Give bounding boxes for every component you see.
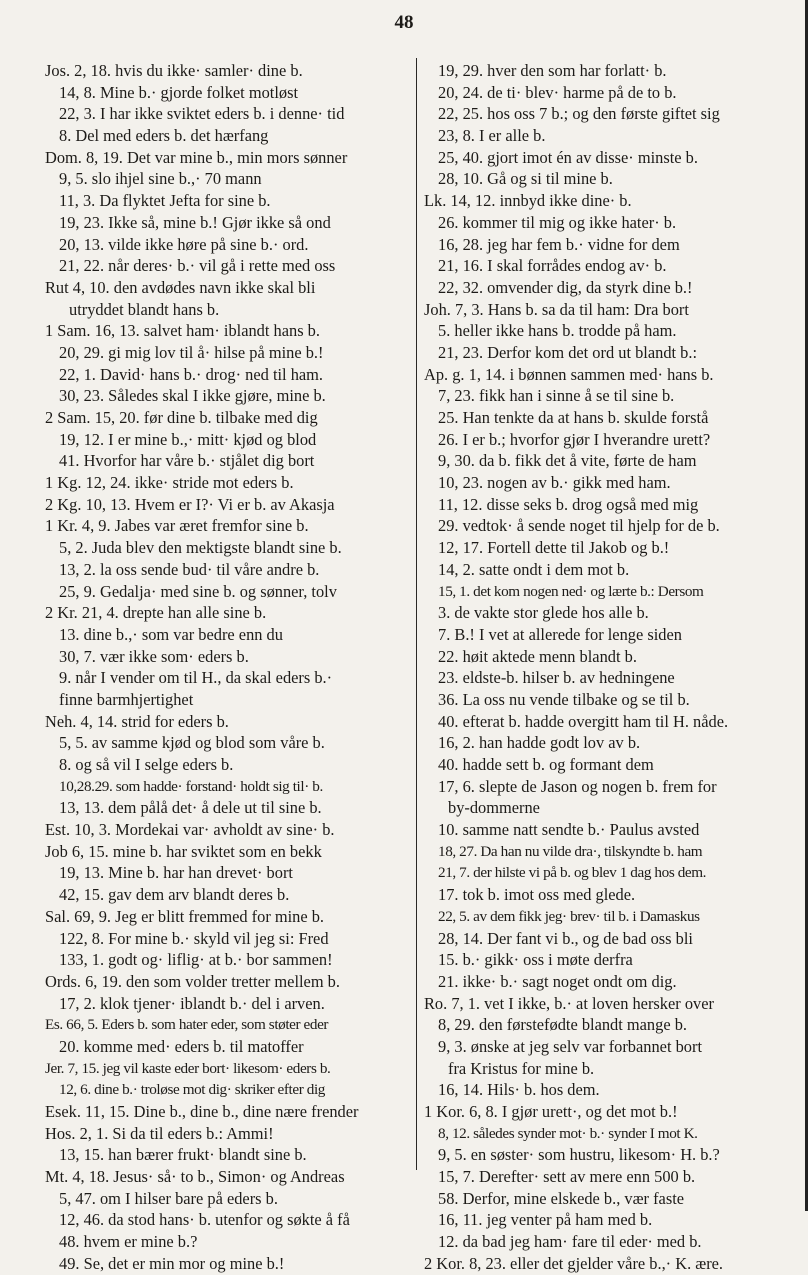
index-entry-line: 40. efterat b. hadde overgitt ham til H. nåde.	[438, 711, 729, 731]
index-entry-line: 133, 1. godt og· liflig· at b.· bor sammen!	[59, 950, 333, 970]
index-entry-line: 16, 2. han hadde godt lov av b.	[438, 733, 641, 753]
index-entry-line: 9, 30. da b. fikk det å vite, førte de ham	[438, 451, 697, 471]
index-entry-line: 30, 7. vær ikke som· eders b.	[59, 646, 249, 666]
index-entry-line: 22, 25. hos oss 7 b.; og den første giftet sig	[438, 104, 720, 124]
index-entry-line: 14, 2. satte ondt i dem mot b.	[438, 559, 630, 579]
index-entry-line: 18, 27. Da han nu vilde dra·, tilskyndte b. ham	[438, 842, 703, 860]
index-entry-line: Jer. 7, 15. jeg vil kaste eder bort· likesom· eders b.	[45, 1059, 331, 1077]
index-entry-line: 3. de vakte stor glede hos alle b.	[438, 603, 649, 623]
index-entry-line: 15, 7. Derefter· sett av mere enn 500 b.	[438, 1167, 696, 1187]
index-entry-line: 1 Sam. 16, 13. salvet ham· iblandt hans b.	[45, 321, 320, 341]
index-entry-line: 13, 2. la oss sende bud· til våre andre b.	[59, 559, 320, 579]
index-entry-line: 8. og så vil I selge eders b.	[59, 755, 234, 774]
index-entry-line: fra Kristus for mine b.	[448, 1058, 595, 1078]
index-entry-line: 21, 22. når deres· b.· vil gå i rette med oss	[59, 256, 336, 276]
index-entry-line: 19, 29. hver den som har forlatt· b.	[438, 61, 667, 80]
index-entry-line: 22, 3. I har ikke sviktet eders b. i denne· tid	[59, 104, 345, 124]
index-entry-line: 2 Kg. 10, 13. Hvem er I?· Vi er b. av Akasja	[45, 494, 335, 514]
index-entry-line: 5, 2. Juda blev den mektigste blandt sine b.	[59, 538, 342, 558]
index-entry-line: 12. da bad jeg ham· fare til eder· med b.	[438, 1232, 702, 1252]
page-number: 48	[394, 12, 414, 33]
index-entry-line: Mt. 4, 18. Jesus· så· to b., Simon· og Andreas	[45, 1167, 345, 1187]
index-entry-line: 1 Kg. 12, 24. ikke· stride mot eders b.	[45, 473, 294, 493]
index-entry-line: 19, 23. Ikke så, mine b.! Gjør ikke så ond	[59, 212, 331, 232]
index-entry-line: 2 Kor. 8, 23. eller det gjelder våre b.,· K. ære.	[424, 1253, 724, 1273]
index-entry-line: 30, 23. Således skal I ikke gjøre, mine b.	[59, 386, 326, 406]
index-entry-line: 25. Han tenkte da at hans b. skulde forstå	[438, 408, 709, 427]
index-entry-line: 25, 40. gjort imot én av disse· minste b.	[438, 147, 698, 167]
index-entry-line: 48. hvem er mine b.?	[59, 1232, 198, 1252]
left-column	[45, 60, 413, 1273]
index-entry-line: 20, 29. gi mig lov til å· hilse på mine b.!	[59, 342, 324, 362]
index-entry-line: Hos. 2, 1. Si da til eders b.: Ammi!	[45, 1123, 274, 1143]
index-entry-line: finne barmhjertighet	[59, 689, 194, 709]
index-entry-line: 9, 5. slo ihjel sine b.,· 70 mann	[59, 169, 262, 189]
index-entry-line: 12, 6. dine b.· troløse mot dig· skriker efter dig	[59, 1081, 325, 1099]
index-entry-line: 9. når I vender om til H., da skal eders b.·	[59, 668, 333, 688]
index-entry-line: 20, 13. vilde ikke høre på sine b.· ord.	[59, 234, 309, 254]
index-entry-line: Ap. g. 1, 14. i bønnen sammen med· hans b.	[424, 364, 714, 384]
index-entry-line: 13, 15. han bærer frukt· blandt sine b.	[59, 1145, 307, 1165]
index-entry-line: Est. 10, 3. Mordekai var· avholdt av sine· b.	[45, 820, 335, 840]
right-column	[424, 60, 800, 1273]
index-entry-line: 22. høit aktede menn blandt b.	[438, 646, 637, 666]
index-entry-line: 26. kommer til mig og ikke hater· b.	[438, 212, 677, 232]
index-entry-line: 12, 46. da stod hans· b. utenfor og søkte å få	[59, 1210, 350, 1230]
index-entry-line: 12, 17. Fortell dette til Jakob og b.!	[438, 538, 670, 558]
index-entry-line: 14, 8. Mine b.· gjorde folket motløst	[59, 82, 299, 102]
index-entry-line: 28, 10. Gå og si til mine b.	[438, 169, 613, 189]
index-entry-line: 11, 12. disse seks b. drog også med mig	[438, 494, 699, 514]
index-entry-line: Joh. 7, 3. Hans b. sa da til ham: Dra bort	[424, 299, 689, 319]
index-entry-line: 5. heller ikke hans b. trodde på ham.	[438, 321, 677, 341]
index-entry-line: 40. hadde sett b. og formant dem	[438, 755, 654, 774]
index-entry-line: 7, 23. fikk han i sinne å se til sine b.	[438, 386, 675, 406]
index-entry-line: Jos. 2, 18. hvis du ikke· samler· dine b.	[45, 61, 303, 80]
index-entry-line: Ords. 6, 19. den som volder tretter mellem b.	[45, 971, 340, 991]
index-entry-line: 21, 7. der hilste vi på b. og blev 1 dag hos dem.	[438, 864, 707, 882]
index-entry-line: 1 Kor. 6, 8. I gjør urett·, og det mot b.!	[424, 1102, 678, 1121]
index-entry-line: 9, 5. en søster· som hustru, likesom· H. b.?	[438, 1145, 720, 1165]
index-entry-line: 122, 8. For mine b.· skyld vil jeg si: Fred	[59, 928, 329, 948]
index-entry-line: 22, 32. omvender dig, da styrk dine b.!	[438, 277, 693, 297]
index-entry-line: 42, 15. gav dem arv blandt deres b.	[59, 885, 290, 905]
index-entry-line: 19, 13. Mine b. har han drevet· bort	[59, 863, 293, 883]
index-entry-line: 8, 12. således synder mot· b.· synder I mot K.	[438, 1124, 698, 1142]
index-entry-line: 16, 11. jeg venter på ham med b.	[438, 1210, 653, 1230]
index-entry-line: 20, 24. de ti· blev· harme på de to b.	[438, 82, 677, 102]
index-entry-line: 17. tok b. imot oss med glede.	[438, 885, 636, 905]
index-entry-line: 36. La oss nu vende tilbake og se til b.	[438, 689, 690, 709]
index-entry-line: Esek. 11, 15. Dine b., dine b., dine nære frender	[45, 1102, 359, 1121]
index-entry-line: 20. komme med· eders b. til matoffer	[59, 1036, 304, 1056]
index-entry-line: Sal. 69, 9. Jeg er blitt fremmed for mine b.	[45, 906, 325, 926]
index-entry-line: 17, 6. slepte de Jason og nogen b. frem for	[438, 776, 717, 796]
index-entry-line: Es. 66, 5. Eders b. som hater eder, som støter eder	[45, 1016, 329, 1034]
index-entry-line: 11, 3. Da flyktet Jefta for sine b.	[59, 191, 271, 211]
index-entry-line: 15, 1. det kom nogen ned· og lærte b.: Dersom	[438, 582, 704, 600]
index-entry-line: utryddet blandt hans b.	[69, 299, 220, 319]
index-entry-line: Ro. 7, 1. vet I ikke, b.· at loven hersker over	[424, 993, 714, 1013]
index-entry-line: 23. eldste-b. hilser b. av hedningene	[438, 668, 675, 688]
index-entry-line: 13. dine b.,· som var bedre enn du	[59, 624, 283, 644]
index-entry-line: 5, 5. av samme kjød og blod som våre b.	[59, 733, 325, 753]
index-entry-line: 22, 1. David· hans b.· drog· ned til ham.	[59, 364, 324, 384]
index-entry-line: 21. ikke· b.· sagt noget ondt om dig.	[438, 971, 677, 991]
index-entry-line: 26. I er b.; hvorfor gjør I hverandre urett?	[438, 429, 711, 449]
index-entry-line: 29. vedtok· å sende noget til hjelp for de b.	[438, 516, 720, 536]
index-entry-line: 21, 23. Derfor kom det ord ut blandt b.:	[438, 342, 698, 362]
index-entry-line: 7. B.! I vet at allerede for lenge siden	[438, 624, 682, 644]
index-entry-line: 15. b.· gikk· oss i møte derfra	[438, 950, 633, 970]
index-entry-line: 41. Hvorfor har våre b.· stjålet dig bort	[59, 451, 315, 471]
index-entry-line: 16, 14. Hils· b. hos dem.	[438, 1080, 600, 1100]
index-entry-line: 9, 3. ønske at jeg selv var forbannet bort	[438, 1036, 702, 1056]
index-entry-line: 8, 29. den førstefødte blandt mange b.	[438, 1015, 687, 1035]
index-entry-line: 17, 2. klok tjener· iblandt b.· del i arven.	[59, 993, 325, 1013]
index-entry-line: 1 Kr. 4, 9. Jabes var æret fremfor sine b.	[45, 516, 309, 536]
index-entry-line: 10. samme natt sendte b.· Paulus avsted	[438, 820, 700, 840]
index-entry-line: 49. Se, det er min mor og mine b.!	[59, 1253, 285, 1273]
index-entry-line: Job 6, 15. mine b. har sviktet som en bekk	[45, 841, 322, 861]
index-entry-line: 22, 5. av dem fikk jeg· brev· til b. i Damaskus	[438, 907, 700, 925]
index-entry-line: 23, 8. I er alle b.	[438, 126, 546, 146]
index-entry-line: 28, 14. Der fant vi b., og de bad oss bli	[438, 928, 693, 948]
index-entry-line: 16, 28. jeg har fem b.· vidne for dem	[438, 234, 680, 254]
index-entry-line: 8. Del med eders b. det hærfang	[59, 126, 269, 146]
index-entry-line: Dom. 8, 19. Det var mine b., min mors sønner	[45, 147, 348, 167]
index-entry-line: 10,28.29. som hadde· forstand· holdt sig til· b.	[59, 777, 323, 795]
index-entry-line: 10, 23. nogen av b.· gikk med ham.	[438, 473, 671, 493]
index-entry-line: Lk. 14, 12. innbyd ikke dine· b.	[424, 191, 632, 211]
index-entry-line: 19, 12. I er mine b.,· mitt· kjød og blod	[59, 429, 317, 449]
index-entry-line: 21, 16. I skal forrådes endog av· b.	[438, 256, 667, 276]
index-entry-line: 5, 47. om I hilser bare på eders b.	[59, 1188, 278, 1208]
index-entry-line: by-dommerne	[448, 798, 540, 818]
index-entry-line: Neh. 4, 14. strid for eders b.	[45, 711, 229, 731]
index-entry-line: 2 Sam. 15, 20. før dine b. tilbake med dig	[45, 408, 318, 427]
index-entry-line: Rut 4, 10. den avdødes navn ikke skal bli	[45, 277, 316, 297]
index-entry-line: 2 Kr. 21, 4. drepte han alle sine b.	[45, 603, 267, 623]
column-divider	[416, 58, 417, 1170]
index-entry-line: 58. Derfor, mine elskede b., vær faste	[438, 1188, 685, 1208]
index-entry-line: 13, 13. dem pålå det· å dele ut til sine b.	[59, 798, 322, 818]
index-entry-line: 25, 9. Gedalja· med sine b. og sønner, tolv	[59, 581, 337, 601]
